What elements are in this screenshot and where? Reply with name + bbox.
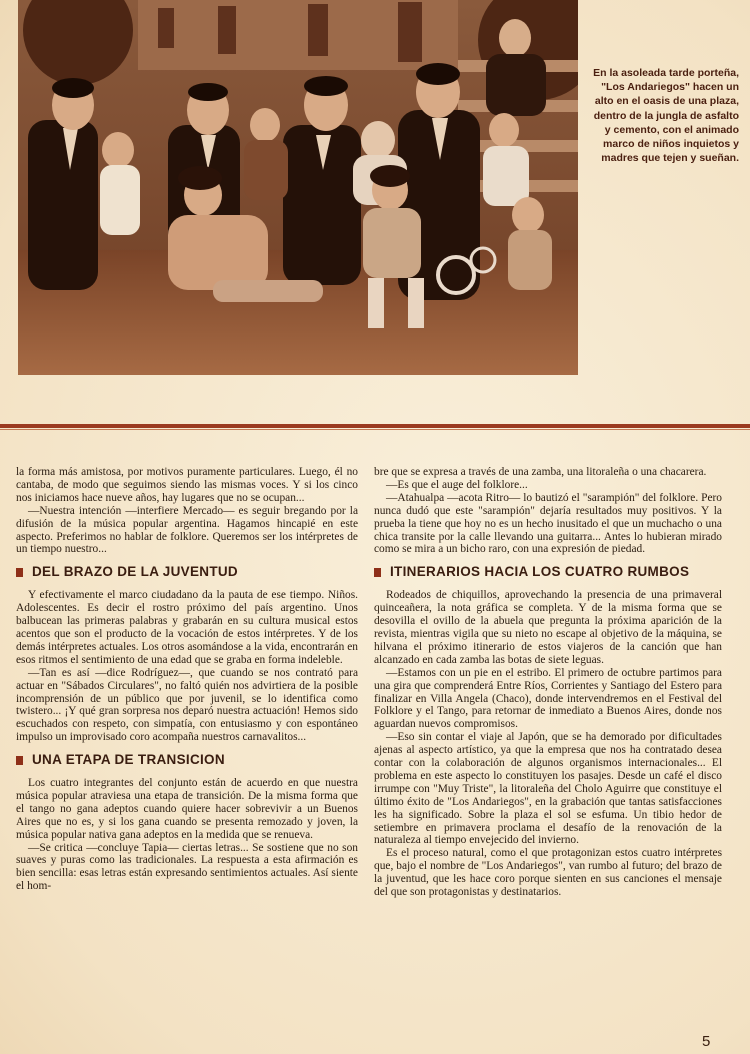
group-photo	[18, 0, 578, 375]
paragraph: bre que se expresa a través de una zamba, una litoraleña o una chacarera.	[374, 466, 707, 478]
section-divider-thin	[0, 429, 750, 430]
heading-text: ITINERARIOS HACIA LOS CUATRO RUMBOS	[390, 564, 690, 580]
paragraph: Rodeados de chiquillos, aprovechando la presencia de una primaveral quinceañera, la nota gráfica se completa. Y de la misma forma que se desovilla el ovillo de la abuela que pregunta la próxima aparición de la revista, mientras vigila que su nieto no escape al objetivo de la máquina, se hilvana el próximo itinerario de estos viajeros de la canción que han alcanzado en cada zamba las botas de siete leguas.	[374, 589, 722, 666]
paragraph: —Atahualpa —acota Ritro— lo bautizó el "sarampión" del folklore. Pero nunca dudó que este "sarampión" dejaría resultados muy positivos. Y la prueba la tiene que hoy no es un hecho inusitado el que un muchacho o una chica transite por la calle llevando una guitarra... Antes lo hubieran mirado como se mira a un bicho raro, con una expresión de piedad.	[374, 491, 722, 556]
bullet-square-icon	[374, 568, 381, 577]
section-heading	[16, 566, 358, 579]
section-heading	[374, 566, 722, 579]
paragraph: —Se critica —concluye Tapia— ciertas letras... Se sostiene que no son suaves y puras como las tradicionales. La respuesta a esta afirmación es bien sencilla: esas letras están expresando sentimientos actuales. Así siente el hom-	[16, 841, 358, 893]
paragraph: —Tan es así —dice Rodríguez—, que cuando se nos contrató para actuar en "Sábados Circulares", no faltó quién nos advirtiera de la posible incomprensión de un público que por juvenil, se lo identifica como twistero... ¡Y qué gran sorpresa nos deparó nuestra actuación! Hemos sido escuchados con respeto, con simpatía, con entusiasmo y con espontáneo impulso un improvisado coro acompaña nuestros carnavalitos...	[16, 666, 358, 744]
bullet-square-icon	[16, 568, 23, 577]
paragraph: —Es que el auge del folklore...	[386, 478, 528, 491]
photo-caption: En la asoleada tarde porteña, "Los Andariegos" hacen un alto en el oasis de una plaza, dentro de la jungla de asfalto y cemento, con el animado marco de niños inquietos y madres que tejen y sueñan.	[593, 67, 739, 165]
paragraph: Los cuatro integrantes del conjunto están de acuerdo en que nuestra música popular atraviesa una etapa de transición. De la misma forma que el tango no gana adeptos cuando quiere hacer sobrevivir a un Buenos Aires que no es, y si los gana cuando se presenta remozado y joven, la música popular nativa gana adeptos en la medida que se renueva.	[16, 777, 358, 841]
section-heading	[16, 754, 358, 767]
paragraph: Y efectivamente el marco ciudadano da la pauta de ese tiempo. Niños. Adolescentes. Es decir el rostro próximo del país argentino. Unos balbucean las primeras palabras y grabarán en su cultura musical estos acentos que son el producto de la vocación de estos intérpretes. Y de los demás intérpretes actuales. Los otros asomándose a la vida, encontrarán en esos ritmos el sentimiento de una edad que se graba en forma indeleble.	[16, 589, 358, 666]
paragraph: la forma más amistosa, por motivos puramente particulares. Luego, él no cantaba, de modo que seguimos siendo las mismas voces. Y si los cinco nos iniciamos hace nueve años, hay lugares que no se ocupan...	[16, 466, 358, 504]
bullet-square-icon	[16, 756, 23, 765]
heading-text: UNA ETAPA DE TRANSICION	[32, 752, 225, 768]
heading-text: DEL BRAZO DE LA JUVENTUD	[32, 564, 238, 580]
paragraph: —Estamos con un pie en el estribo. El primero de octubre partimos para una gira que comprenderá Entre Ríos, Corrientes y Santiago del Estero para finalizar en Villa Angela (Chaco), donde intervendremos en el Festival del Folklore y el Tango, para retornar de inmediato a Buenos Aires, donde nos aguardan nuevos compromisos.	[374, 666, 722, 731]
left-column	[16, 466, 358, 893]
paragraph: —Eso sin contar el viaje al Japón, que se ha demorado por dificultades ajenas al aspecto artístico, ya que la empresa que nos ha contratado desea contar con la colaboración de algunos organismos internacionales... El problema en este aspecto lo constituyen los pasajes. Desde un café el disco irrumpe con "Muy Triste", la litoraleña del Cholo Aguirre que constituye el último éxito de "Los Andariegos", en la grabación que tantas satisfacciones les ha significado. Sobre la plaza el sol se esfuma. Un tibio hedor de setiembre en primavera proclama el desafío de la renovación de la naturaleza al tiempo envejecido del invierno.	[374, 731, 722, 847]
right-column	[374, 466, 722, 899]
paragraph: —Nuestra intención —interfiere Mercado— es seguir bregando por la difusión de la música popular argentina. Hagamos hincapié en este aspecto. Preferimos no hablar de folklore. Queremos ser los intérpretes de un tiempo nuestro...	[16, 504, 358, 556]
page-number: 5	[702, 1033, 711, 1050]
paragraph: Es el proceso natural, como el que protagonizan estos cuatro intérpretes que, bajo el nombre de "Los Andariegos", van rumbo al futuro; del brazo de la juventud, que les hace coro porque sienten en sus canciones el mensaje del que son protagonistas y destinatarios.	[374, 847, 722, 899]
group-photo-illustration	[18, 0, 578, 375]
section-divider	[0, 424, 750, 428]
